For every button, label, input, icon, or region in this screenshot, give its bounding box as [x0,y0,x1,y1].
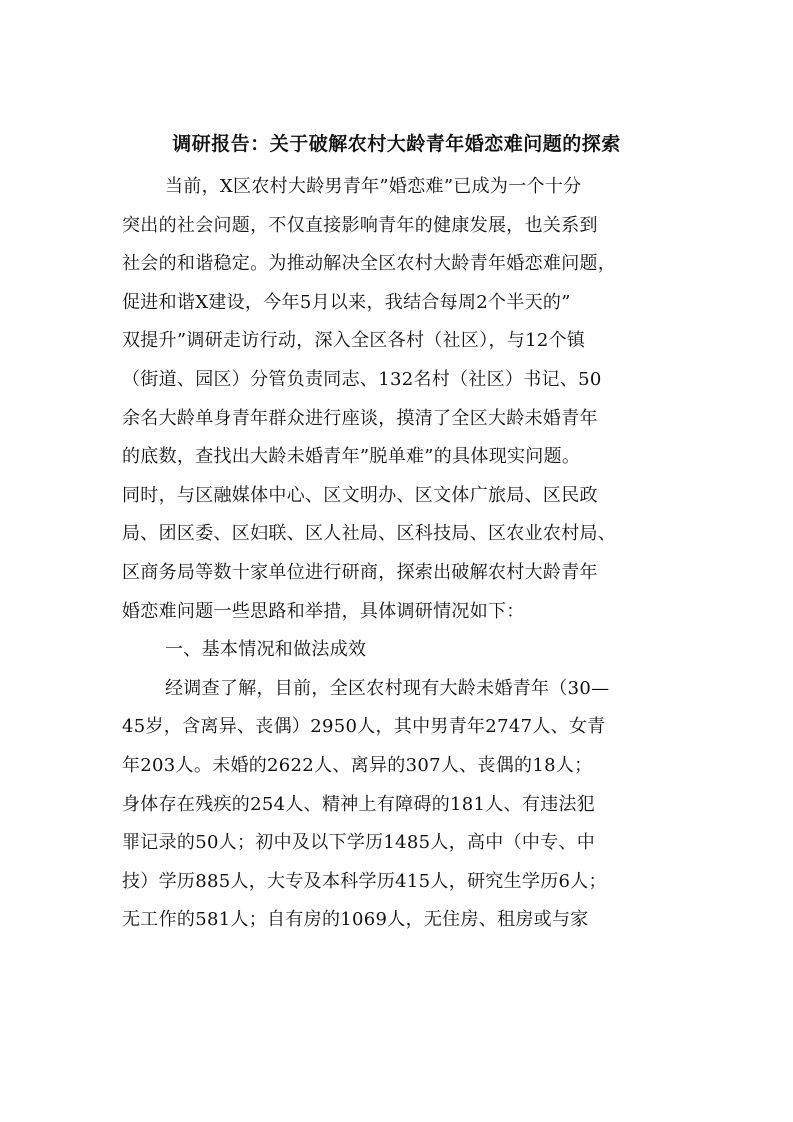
paragraph-line: 一、基本情况和做法成效 [165,639,367,661]
paragraph-line: 局、团区委、区妇联、区人社局、区科技局、区农业农村局、 [122,523,617,545]
paragraph-line: 45岁，含离异、丧偶）2950人，其中男青年2747人、女青 [122,716,606,738]
paragraph-line: 社会的和谐稳定。为推动解决全区农村大龄青年婚恋难问题， [122,253,617,275]
paragraph-line: 当前，X区农村大龄男青年”婚恋难”已成为一个十分 [165,176,582,197]
paragraph-line: 罪记录的50人；初中及以下学历1485人，高中（中专、中 [122,832,596,854]
paragraph-line: 突出的社会问题，不仅直接影响青年的健康发展，也关系到 [122,214,598,236]
paragraph-line: 无工作的581人；自有房的1069人，无住房、租房或与家 [122,909,589,931]
document-title: 调研报告：关于破解农村大龄青年婚恋难问题的探索 [172,133,621,155]
paragraph-line: 同时，与区融媒体中心、区文明办、区文体广旅局、区民政 [122,484,598,506]
paragraph-line: 余名大龄单身青年群众进行座谈，摸清了全区大龄未婚青年 [122,407,598,429]
paragraph-line: 技）学历885人，大专及本科学历415人，研究生学历6人； [122,870,607,892]
paragraph-line: 年203人。未婚的2622人、离异的307人、丧偶的18人； [122,754,593,776]
paragraph-line: 经调查了解，目前，全区农村现有大龄未婚青年（30— [165,677,610,699]
paragraph-line: （街道、园区）分管负责同志、132名村（社区）书记、50 [122,368,602,390]
document-body [122,168,682,940]
paragraph-line: 促进和谐X建设，今年5月以来，我结合每周2个半天的” [122,291,571,313]
paragraph-line: 婚恋难问题一些思路和举措，具体调研情况如下： [122,600,525,622]
paragraph-line: 身体存在残疾的254人、精神上有障碍的181人、有违法犯 [122,793,596,815]
paragraph-line: 的底数，查找出大龄未婚青年”脱单难”的具体现实问题。 [122,446,581,468]
paragraph-line: 双提升”调研走访行动，深入全区各村（社区），与12个镇 [122,330,586,352]
paragraph-line: 区商务局等数十家单位进行研商，探索出破解农村大龄青年 [122,561,598,583]
